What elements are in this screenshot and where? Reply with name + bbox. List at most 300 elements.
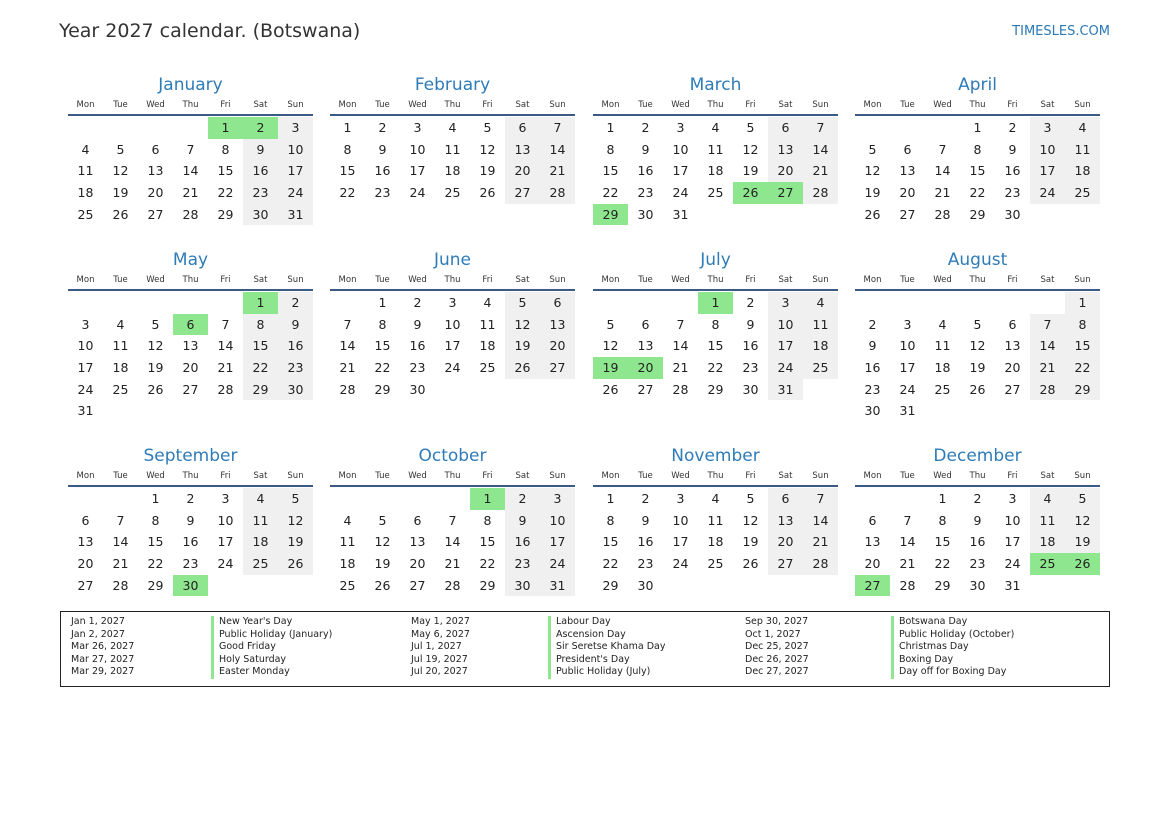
legend-dates-1 xyxy=(71,616,134,679)
empty-cell xyxy=(855,488,890,510)
day-cell: 16 xyxy=(182,534,199,550)
empty-cell xyxy=(243,575,278,597)
weekday-label: Fri xyxy=(1007,275,1018,285)
day-cell: 12 xyxy=(374,534,391,550)
empty-cell xyxy=(960,292,995,314)
day-cell: 16 xyxy=(409,338,426,354)
day-cell: 7 xyxy=(938,141,947,157)
day-cell: 19 xyxy=(593,357,628,379)
weekday-header xyxy=(68,271,313,291)
empty-cell xyxy=(1065,204,1100,226)
day-cell: 6 xyxy=(1008,316,1017,332)
legend-date: Dec 25, 2027 xyxy=(745,641,809,653)
day-cell: 24 xyxy=(672,185,689,201)
month-name: January xyxy=(158,75,223,95)
day-cell: 2 xyxy=(186,491,195,506)
day-cell: 11 xyxy=(479,316,496,332)
empty-cell xyxy=(855,292,890,314)
day-cell: 1 xyxy=(470,488,505,510)
day-cell: 14 xyxy=(339,338,356,354)
weekday-label: Sat xyxy=(1040,471,1055,481)
empty-cell xyxy=(1030,400,1065,422)
day-cell: 1 xyxy=(938,491,947,506)
day-cell: 26 xyxy=(505,357,540,379)
empty-cell xyxy=(733,204,768,226)
empty-cell xyxy=(365,488,400,510)
day-cell: 11 xyxy=(707,141,724,157)
month-name: July xyxy=(700,250,731,270)
day-cell: 7 xyxy=(676,316,685,332)
day-cell: 19 xyxy=(969,360,986,376)
day-cell: 23 xyxy=(243,182,278,204)
day-cell: 12 xyxy=(278,510,313,532)
day-cell: 17 xyxy=(409,163,426,179)
day-cell: 20 xyxy=(77,556,94,572)
day-cell: 10 xyxy=(409,141,426,157)
day-cell: 21 xyxy=(540,160,575,182)
day-cell: 25 xyxy=(112,381,129,397)
weekday-label: Thu xyxy=(444,275,461,285)
legend-date: Mar 29, 2027 xyxy=(71,666,135,678)
empty-cell xyxy=(1065,400,1100,422)
day-cell: 18 xyxy=(112,360,129,376)
legend-date: Dec 26, 2027 xyxy=(745,653,809,665)
day-cell: 31 xyxy=(672,206,689,222)
day-cell: 16 xyxy=(374,163,391,179)
day-cell: 14 xyxy=(803,139,838,161)
day-cell: 9 xyxy=(641,512,650,528)
weekday-label: Tue xyxy=(113,100,128,110)
day-cell: 27 xyxy=(855,575,890,597)
day-cell: 30 xyxy=(864,403,881,419)
day-cell: 28 xyxy=(899,577,916,593)
empty-cell xyxy=(435,488,470,510)
day-cell: 22 xyxy=(243,357,278,379)
day-cell: 26 xyxy=(278,553,313,575)
weekday-header xyxy=(330,271,575,291)
day-cell: 4 xyxy=(938,316,947,332)
weekday-label: Fri xyxy=(745,471,756,481)
day-cell: 9 xyxy=(243,139,278,161)
day-cell: 18 xyxy=(707,534,724,550)
weekday-label: Fri xyxy=(1007,471,1018,481)
empty-cell xyxy=(173,117,208,139)
day-cell: 8 xyxy=(973,141,982,157)
day-cell: 22 xyxy=(479,556,496,572)
day-cell: 3 xyxy=(1008,491,1017,506)
day-cell: 2 xyxy=(505,488,540,510)
empty-cell xyxy=(663,292,698,314)
weekday-label: Mon xyxy=(76,100,95,110)
day-cell: 26 xyxy=(742,556,759,572)
day-cell: 13 xyxy=(147,163,164,179)
day-cell: 16 xyxy=(864,360,881,376)
legend-date: May 1, 2027 xyxy=(411,616,470,627)
day-cell: 7 xyxy=(116,512,125,528)
day-cell: 10 xyxy=(1004,512,1021,528)
legend-date: May 6, 2027 xyxy=(411,628,470,640)
day-cell: 25 xyxy=(243,553,278,575)
day-cell: 18 xyxy=(1030,531,1065,553)
empty-cell xyxy=(208,292,243,314)
empty-cell xyxy=(68,292,103,314)
day-cell: 18 xyxy=(444,163,461,179)
day-cell: 31 xyxy=(278,204,313,226)
day-cell: 21 xyxy=(803,160,838,182)
day-cell: 26 xyxy=(147,381,164,397)
day-cell: 7 xyxy=(803,488,838,510)
day-cell: 11 xyxy=(77,163,94,179)
weekday-label: Mon xyxy=(76,275,95,285)
empty-cell xyxy=(470,379,505,401)
weekday-header xyxy=(68,467,313,487)
day-cell: 16 xyxy=(742,338,759,354)
day-grid xyxy=(68,488,313,596)
day-cell: 17 xyxy=(672,534,689,550)
day-cell: 9 xyxy=(1008,141,1017,157)
day-cell: 16 xyxy=(1004,163,1021,179)
day-cell: 9 xyxy=(378,141,387,157)
weekday-label: Sat xyxy=(778,471,793,481)
weekday-label: Tue xyxy=(113,275,128,285)
day-cell: 27 xyxy=(182,381,199,397)
day-cell: 23 xyxy=(969,556,986,572)
day-cell: 10 xyxy=(278,139,313,161)
day-cell: 20 xyxy=(182,360,199,376)
day-cell: 3 xyxy=(81,316,90,332)
day-cell: 14 xyxy=(112,534,129,550)
legend-date: Dec 27, 2027 xyxy=(745,666,809,678)
day-grid xyxy=(593,292,838,400)
day-cell: 13 xyxy=(77,534,94,550)
month-name: June xyxy=(433,250,472,270)
weekday-header xyxy=(593,96,838,116)
weekday-label: Sun xyxy=(287,275,304,285)
day-cell: 29 xyxy=(243,379,278,401)
weekday-label: Tue xyxy=(638,471,653,481)
day-cell: 28 xyxy=(444,577,461,593)
weekday-label: Sat xyxy=(778,100,793,110)
day-cell: 11 xyxy=(339,534,356,550)
weekday-label: Sat xyxy=(515,471,530,481)
day-cell: 16 xyxy=(969,534,986,550)
day-cell: 19 xyxy=(479,163,496,179)
day-cell: 4 xyxy=(1030,488,1065,510)
day-cell: 24 xyxy=(672,556,689,572)
day-cell: 17 xyxy=(1004,534,1021,550)
day-cell: 10 xyxy=(672,141,689,157)
day-cell: 21 xyxy=(217,360,234,376)
month-january xyxy=(68,74,313,225)
day-cell: 2 xyxy=(641,491,650,506)
empty-cell xyxy=(103,400,138,422)
month-april xyxy=(855,74,1100,225)
day-cell: 22 xyxy=(147,556,164,572)
day-cell: 24 xyxy=(1004,556,1021,572)
weekday-label: Wed xyxy=(933,275,952,285)
weekday-label: Tue xyxy=(375,100,390,110)
day-cell: 25 xyxy=(1030,553,1065,575)
day-cell: 28 xyxy=(672,381,689,397)
empty-cell xyxy=(890,292,925,314)
day-cell: 24 xyxy=(899,381,916,397)
weekday-label: Sat xyxy=(253,471,268,481)
day-cell: 22 xyxy=(707,360,724,376)
day-cell: 17 xyxy=(278,160,313,182)
empty-cell xyxy=(435,379,470,401)
day-cell: 19 xyxy=(278,531,313,553)
legend-dates-2 xyxy=(411,616,470,679)
weekday-label: Tue xyxy=(900,471,915,481)
day-cell: 15 xyxy=(374,338,391,354)
weekday-label: Sun xyxy=(287,471,304,481)
day-cell: 14 xyxy=(1030,335,1065,357)
day-cell: 28 xyxy=(1030,379,1065,401)
day-cell: 12 xyxy=(742,512,759,528)
empty-cell xyxy=(733,575,768,597)
empty-cell xyxy=(1030,292,1065,314)
day-cell: 1 xyxy=(208,117,243,139)
weekday-label: Mon xyxy=(863,275,882,285)
empty-cell xyxy=(803,575,838,597)
day-cell: 4 xyxy=(483,295,492,310)
day-cell: 9 xyxy=(641,141,650,157)
month-may xyxy=(68,249,313,422)
month-november xyxy=(593,445,838,596)
weekday-label: Sat xyxy=(778,275,793,285)
empty-cell xyxy=(925,117,960,139)
day-cell: 17 xyxy=(217,534,234,550)
day-cell: 26 xyxy=(112,206,129,222)
day-cell: 9 xyxy=(973,512,982,528)
day-cell: 24 xyxy=(768,357,803,379)
weekday-header xyxy=(855,96,1100,116)
empty-cell xyxy=(68,488,103,510)
day-cell: 25 xyxy=(934,381,951,397)
empty-cell xyxy=(173,400,208,422)
legend-holiday-name: Boxing Day xyxy=(891,654,1014,667)
legend-date: Mar 26, 2027 xyxy=(71,641,135,653)
legend-holiday-name: Good Friday xyxy=(211,641,332,654)
day-cell: 10 xyxy=(540,510,575,532)
month-name: March xyxy=(689,75,742,95)
weekday-label: Mon xyxy=(863,100,882,110)
weekday-label: Tue xyxy=(900,275,915,285)
day-cell: 22 xyxy=(969,185,986,201)
day-cell: 4 xyxy=(448,120,457,135)
day-cell: 18 xyxy=(479,338,496,354)
day-cell: 25 xyxy=(77,206,94,222)
weekday-label: Tue xyxy=(375,275,390,285)
day-cell: 28 xyxy=(217,381,234,397)
weekday-label: Thu xyxy=(969,471,986,481)
weekday-label: Sat xyxy=(515,100,530,110)
empty-cell xyxy=(995,292,1030,314)
day-cell: 10 xyxy=(77,338,94,354)
empty-cell xyxy=(330,488,365,510)
weekday-label: Tue xyxy=(900,100,915,110)
day-cell: 9 xyxy=(868,338,877,354)
site-link[interactable]: TIMESLES.COM xyxy=(1012,24,1110,39)
day-cell: 29 xyxy=(147,577,164,593)
day-cell: 24 xyxy=(1030,182,1065,204)
day-cell: 21 xyxy=(899,556,916,572)
empty-cell xyxy=(803,379,838,401)
weekday-label: Sun xyxy=(1074,275,1091,285)
day-cell: 17 xyxy=(444,338,461,354)
day-cell: 12 xyxy=(742,141,759,157)
day-cell: 3 xyxy=(221,491,230,506)
day-grid xyxy=(68,292,313,422)
weekday-label: Fri xyxy=(220,275,231,285)
day-cell: 25 xyxy=(444,185,461,201)
day-cell: 21 xyxy=(934,185,951,201)
day-cell: 29 xyxy=(1065,379,1100,401)
weekday-label: Fri xyxy=(1007,100,1018,110)
day-cell: 8 xyxy=(243,314,278,336)
weekday-label: Fri xyxy=(482,100,493,110)
day-cell: 17 xyxy=(1030,160,1065,182)
day-cell: 1 xyxy=(698,292,733,314)
day-cell: 14 xyxy=(672,338,689,354)
day-cell: 12 xyxy=(479,141,496,157)
weekday-label: Thu xyxy=(444,471,461,481)
month-august xyxy=(855,249,1100,422)
month-july xyxy=(593,249,838,400)
legend-names-1 xyxy=(211,616,332,679)
day-cell: 20 xyxy=(147,185,164,201)
day-cell: 29 xyxy=(217,206,234,222)
day-cell: 30 xyxy=(409,381,426,397)
day-cell: 13 xyxy=(637,338,654,354)
day-cell: 20 xyxy=(505,160,540,182)
day-cell: 13 xyxy=(182,338,199,354)
day-cell: 26 xyxy=(864,206,881,222)
day-cell: 30 xyxy=(278,379,313,401)
weekday-label: Wed xyxy=(146,100,165,110)
day-cell: 8 xyxy=(606,141,615,157)
day-cell: 3 xyxy=(413,120,422,135)
day-cell: 8 xyxy=(151,512,160,528)
day-cell: 23 xyxy=(637,556,654,572)
day-cell: 2 xyxy=(378,120,387,135)
day-cell: 15 xyxy=(243,335,278,357)
day-cell: 29 xyxy=(602,577,619,593)
day-cell: 15 xyxy=(707,338,724,354)
weekday-label: Mon xyxy=(338,100,357,110)
day-cell: 2 xyxy=(1008,120,1017,135)
weekday-label: Tue xyxy=(113,471,128,481)
day-cell: 23 xyxy=(409,360,426,376)
day-cell: 12 xyxy=(112,163,129,179)
weekday-label: Thu xyxy=(969,100,986,110)
day-cell: 15 xyxy=(969,163,986,179)
day-cell: 29 xyxy=(707,381,724,397)
day-cell: 19 xyxy=(742,534,759,550)
day-cell: 30 xyxy=(505,575,540,597)
day-cell: 1 xyxy=(1065,292,1100,314)
legend-holiday-name: Ascension Day xyxy=(548,629,665,642)
day-cell: 24 xyxy=(444,360,461,376)
day-grid xyxy=(330,117,575,204)
day-cell: 6 xyxy=(540,292,575,314)
empty-cell xyxy=(138,117,173,139)
day-cell: 18 xyxy=(934,360,951,376)
weekday-label: Wed xyxy=(671,100,690,110)
day-cell: 27 xyxy=(505,182,540,204)
weekday-label: Fri xyxy=(745,275,756,285)
day-cell: 26 xyxy=(1065,553,1100,575)
day-cell: 4 xyxy=(116,316,125,332)
day-cell: 15 xyxy=(602,534,619,550)
day-cell: 30 xyxy=(742,381,759,397)
day-cell: 18 xyxy=(803,335,838,357)
day-cell: 30 xyxy=(637,206,654,222)
month-name: September xyxy=(143,446,238,466)
day-cell: 5 xyxy=(868,141,877,157)
day-cell: 4 xyxy=(711,120,720,135)
day-cell: 20 xyxy=(628,357,663,379)
day-cell: 4 xyxy=(803,292,838,314)
day-cell: 13 xyxy=(864,534,881,550)
day-cell: 24 xyxy=(409,185,426,201)
day-cell: 6 xyxy=(641,316,650,332)
day-cell: 3 xyxy=(676,120,685,135)
weekday-label: Thu xyxy=(182,471,199,481)
weekday-label: Wed xyxy=(146,471,165,481)
weekday-label: Sun xyxy=(1074,471,1091,481)
weekday-label: Wed xyxy=(671,275,690,285)
day-cell: 4 xyxy=(243,488,278,510)
weekday-header xyxy=(593,271,838,291)
day-cell: 20 xyxy=(768,160,803,182)
empty-cell xyxy=(505,379,540,401)
day-cell: 12 xyxy=(505,314,540,336)
empty-cell xyxy=(1030,575,1065,597)
weekday-label: Wed xyxy=(408,471,427,481)
day-cell: 17 xyxy=(672,163,689,179)
day-cell: 10 xyxy=(672,512,689,528)
day-cell: 6 xyxy=(413,512,422,528)
day-cell: 30 xyxy=(243,204,278,226)
empty-cell xyxy=(890,117,925,139)
legend-holiday-name: Sir Seretse Khama Day xyxy=(548,641,665,654)
legend-holiday-name: Labour Day xyxy=(548,616,665,629)
weekday-label: Mon xyxy=(338,275,357,285)
day-cell: 11 xyxy=(1030,510,1065,532)
day-cell: 11 xyxy=(934,338,951,354)
day-cell: 11 xyxy=(707,512,724,528)
day-cell: 25 xyxy=(707,556,724,572)
day-cell: 15 xyxy=(217,163,234,179)
day-cell: 5 xyxy=(151,316,160,332)
day-cell: 10 xyxy=(768,314,803,336)
day-cell: 10 xyxy=(444,316,461,332)
day-cell: 22 xyxy=(602,185,619,201)
day-cell: 6 xyxy=(768,117,803,139)
day-cell: 10 xyxy=(899,338,916,354)
day-cell: 12 xyxy=(864,163,881,179)
day-cell: 5 xyxy=(973,316,982,332)
day-cell: 8 xyxy=(483,512,492,528)
day-cell: 23 xyxy=(374,185,391,201)
month-march xyxy=(593,74,838,225)
day-cell: 15 xyxy=(934,534,951,550)
day-cell: 1 xyxy=(606,491,615,506)
weekday-header xyxy=(855,271,1100,291)
day-cell: 7 xyxy=(540,117,575,139)
day-cell: 9 xyxy=(413,316,422,332)
